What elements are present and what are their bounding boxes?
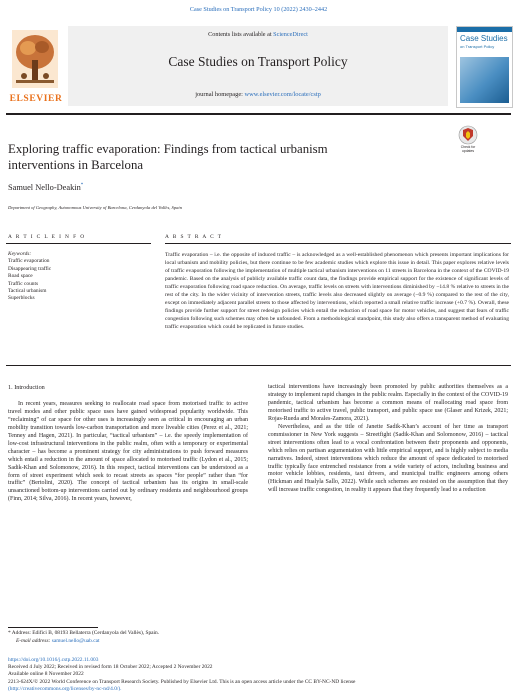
- journal-cover-thumbnail[interactable]: [456, 26, 513, 108]
- author-email-link[interactable]: samuel.nello@uab.cat: [51, 637, 100, 644]
- email-label: E-mail address:: [16, 637, 52, 644]
- keywords-label: Keywords:: [8, 251, 32, 257]
- cover-image: [460, 57, 509, 103]
- copyright-notice: 2213-624X/© 2022 World Conference on Transport Research Society. Published by Elsevier Ltd. This is an open access article under the CC BY-NC-ND license: [8, 678, 356, 685]
- publication-info: [8, 657, 508, 693]
- abstract-heading: A B S T R A C T: [165, 234, 223, 240]
- article-info-rule: [6, 243, 151, 244]
- author-affiliation: Department of Geography, Autonomous University of Barcelona, Cerdanyola del Vallès, Spain: [8, 205, 182, 210]
- body-paragraph: tactical interventions have increasingly been promoted by public authorities themselves as a strategy to implement rapid changes in the public realm. Especially in the context of the COVID-19 pandemic, tactical urbanism has become a common means of reallocating road space from motorised traffic to active travel, public transport, and public space use (Glaser and Krizek, 2021; Rojas-Rueda and Morales-Zamora, 2021).: [268, 384, 508, 422]
- received-dates: Received 4 July 2022; Received in revised form 18 October 2022; Accepted 2 November 2022: [8, 664, 213, 671]
- available-online-date: Available online 8 November 2022: [8, 671, 84, 678]
- body-column-left: [8, 384, 248, 504]
- footnote-divider: [8, 627, 98, 628]
- keyword-item: Traffic evaporation: [8, 258, 50, 265]
- introduction-heading: 1. Introduction: [8, 384, 45, 391]
- keyword-item: Disappearing traffic: [8, 265, 52, 272]
- journal-header-box: [68, 26, 448, 106]
- author-footnote: * Address: Edifici B, 08193 Bellaterra (Cerdanyola del Vallès), Spain. E-mail address: samuel.nello@uab.cat: [8, 630, 160, 644]
- abstract-rule: [165, 243, 511, 244]
- header-divider: [6, 113, 511, 115]
- author-name: Samuel Nello-Deakin*: [8, 183, 84, 192]
- body-column-right: [268, 384, 508, 495]
- journal-title: Case Studies on Transport Policy: [168, 54, 348, 69]
- journal-header: [6, 26, 511, 110]
- journal-homepage-link[interactable]: www.elsevier.com/locate/cstp: [244, 91, 321, 98]
- contents-available-line: Contents lists available at ScienceDirect: [208, 31, 308, 38]
- body-divider: [6, 365, 511, 366]
- article-info-heading: A R T I C L E I N F O: [8, 234, 86, 240]
- sciencedirect-link[interactable]: ScienceDirect: [273, 31, 308, 38]
- cover-title: Case Studies on Transport Policy: [460, 34, 508, 49]
- keyword-item: Road space: [8, 273, 33, 280]
- body-paragraph: In recent years, measures seeking to reallocate road space from motorised traffic to active travel modes and other public space uses have gained widespread popularity worldwide. This “reclaiming” of car space for other uses is increasingly seen as critical in encouraging an urban mobility transition towards low-carbon transportation and more liveable cities (Perez et al., 2021; Tenney and Hagen, 2021). In particular, “tactical urbanism” – i.e. the speedy implementation of low-cost infrastructural interventions in the public realm, often with a temporary or experimental character – has become a prominent strategy for city administrations to push forward measures which entail a reduction in the amount of space allocated to motorised traffic (Lydon et al., 2015; Sadik-Khan and Solomonow, 2016). In this respect, tactical interventions can be understood as a form of street experiment which seek to recast streets as spaces “for people” rather than “for traffic” (Bertolini, 2020). The concept of tactical urbanism has its origins in small-scale unsanctioned bottom-up interventions carried out by ordinary residents and neighbourhood groups (Finn, 2014; Silva, 2016). In recent years, however,: [8, 400, 248, 503]
- abstract-text: Traffic evaporation – i.e. the opposite of induced traffic – is acknowledged as a well-established phenomenon which presents important implications for local urbanism and mobility policies, but there continue to be few academic studies which explore this issue in detail. This paper explores relative levels of traffic evaporation following the implementation of multiple tactical urbanism interventions on 11 streets in Barcelona in the context of the COVID-19 pandemic. Based on the analysis of publicly available traffic count data, the findings provide empirical support for the existence of significant levels of traffic evaporation following road space reduction. On average, traffic levels on streets with interventions diminished by −14.8 % relative to streets in the rest of the city. In the wider vicinity of intervention streets, traffic levels also decreased slightly on average (−0.9 %) compared to the rest of the city, except on immediately adjacent parallel streets to those affected by interventions, which reported a small relative traffic increase (+0.7 %). Overall, these findings provide further support for street redesign policies which entail the reduction of road space for motor vehicles, and suggest that fears of traffic congestion following such schemes may often be unfounded. From a methodological standpoint, this study also offers a transparent method of evaluating traffic evaporation which could be replicated in future studies.: [165, 252, 509, 330]
- article-title: Exploring traffic evaporation: Findings from tactical urbanism interventions in Barcelona: [8, 142, 328, 172]
- keyword-item: Tactical urbanism: [8, 288, 47, 295]
- check-for-updates-icon: [455, 124, 481, 146]
- license-link[interactable]: (http://creativecommons.org/licenses/by-nc-nd/4.0/).: [8, 685, 122, 692]
- journal-reference[interactable]: Case Studies on Transport Policy 10 (2022) 2430–2442: [189, 6, 328, 13]
- cover-top-bar: [457, 27, 512, 32]
- check-for-updates-label: Check for updates: [460, 145, 476, 153]
- author-footnote-marker[interactable]: *: [80, 183, 84, 189]
- elsevier-tree-icon: [12, 30, 58, 88]
- doi-link[interactable]: https://doi.org/10.1016/j.cstp.2022.11.003: [8, 657, 99, 663]
- check-for-updates-badge[interactable]: [455, 124, 481, 154]
- keyword-item: Traffic counts: [8, 280, 39, 287]
- keywords-list: [8, 251, 148, 303]
- elsevier-logo[interactable]: [6, 26, 66, 108]
- journal-homepage-line: journal homepage: www.elsevier.com/locate/cstp: [195, 91, 321, 98]
- body-paragraph: Nevertheless, and as the title of Janette Sadik-Khan’s account of her time as transport commissioner in New York suggests – Streetfight (Sadik-Khan and Solomonow, 2016) – tactical street interventions often lead to a vocal confrontation between their proponents and opponents, which relies on partisan argumentation with little empirical support, and is highly subject to media narratives. Indeed, street interventions which reduce the amount of space dedicated to motorised traffic typically face entrenched resistance from a wide variety of actors, including business and motor vehicle lobbies, residents, taxi drivers, and municipal traffic engineers among others (Hickman and Hualyla Sallo, 2022). While such schemes are resisted on the assumption that they will increase traffic congestion, in reality it appears that they frequently lead to a reduction: [268, 423, 508, 494]
- keyword-item: Superblocks: [8, 295, 35, 302]
- elsevier-wordmark: ELSEVIER: [9, 94, 63, 104]
